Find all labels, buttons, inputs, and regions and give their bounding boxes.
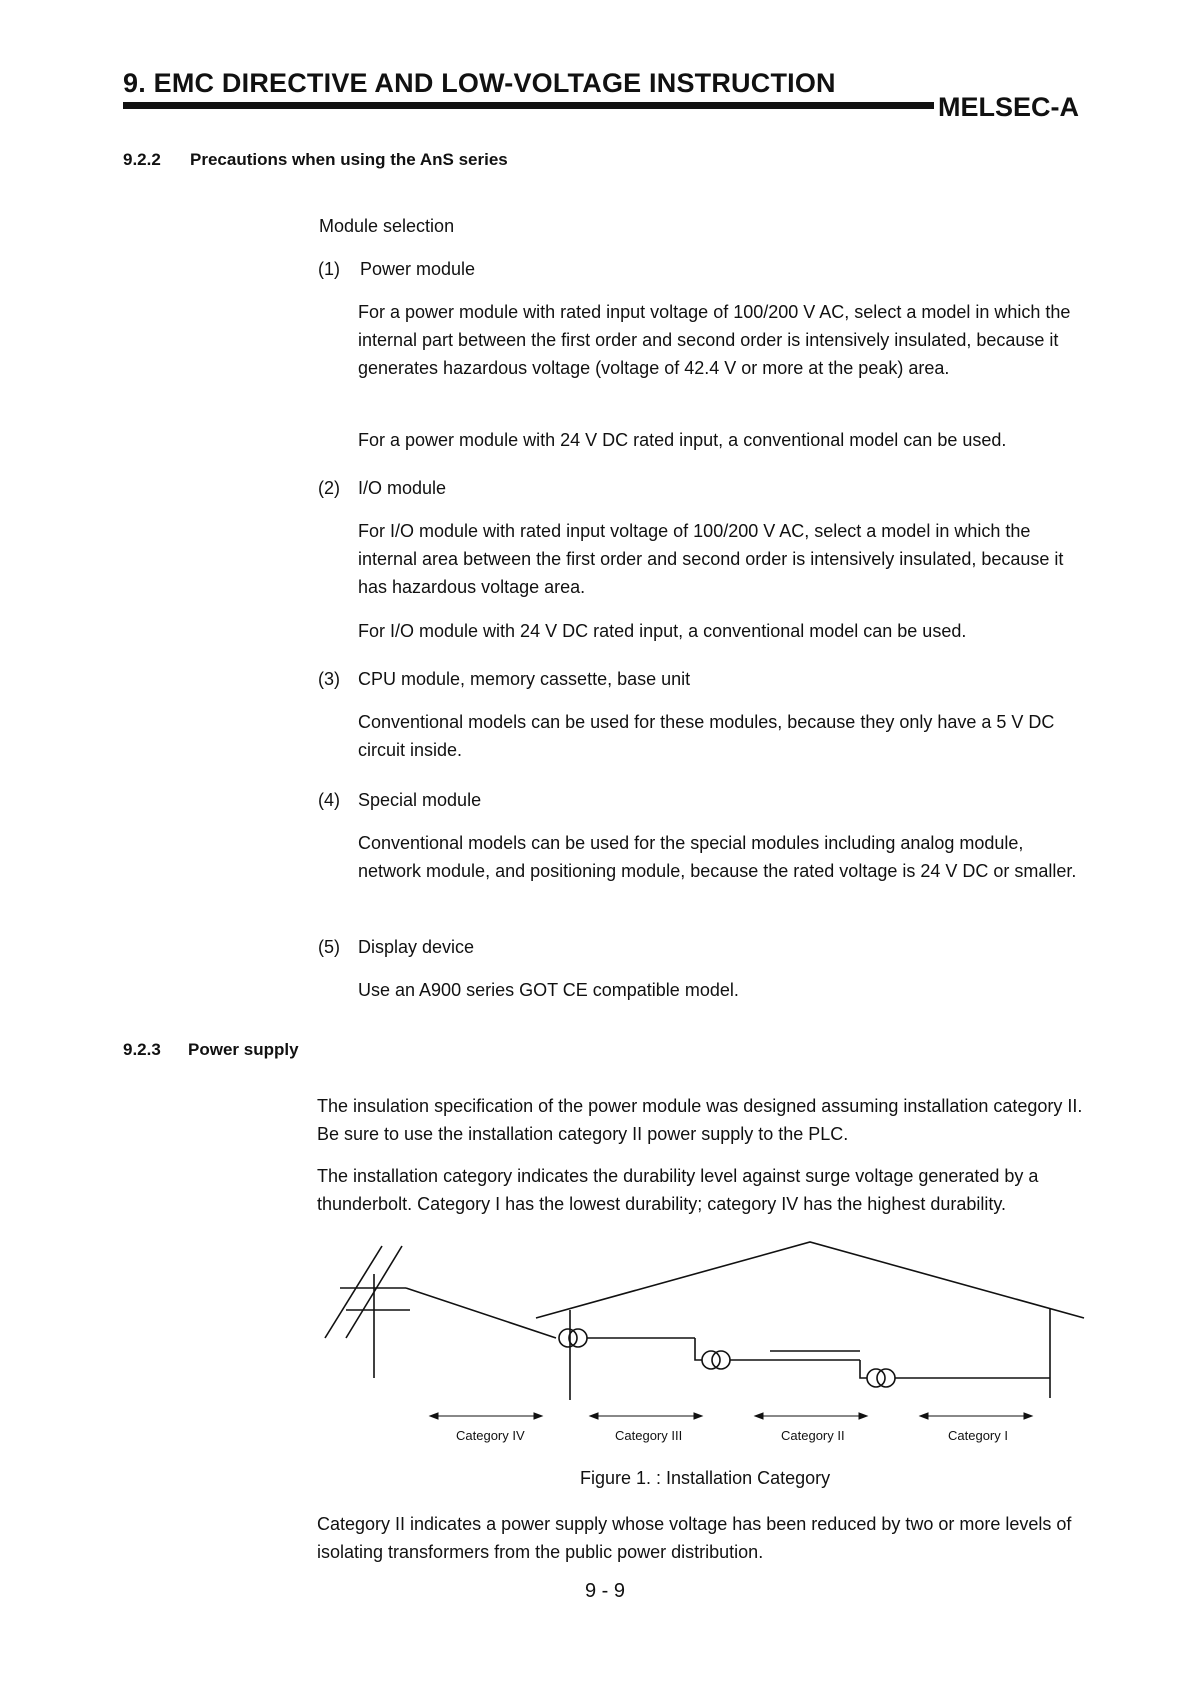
item-title: I/O module (358, 478, 447, 498)
transformer-coil (877, 1369, 895, 1387)
section-number-923: 9.2.3 (123, 1040, 161, 1059)
item-number: (4) (318, 790, 340, 810)
paragraph: For I/O module with 24 V DC rated input, a conventional model can be used. (358, 621, 967, 641)
transformer-coil (712, 1351, 730, 1369)
transformer-coil (702, 1351, 720, 1369)
category-label-ii: Category II (781, 1428, 845, 1443)
paragraph: For a power module with 24 V DC rated input, a conventional model can be used. (358, 430, 1007, 450)
paragraph: Conventional models can be used for the special modules including analog module, network module, and positioning module, because the rated voltage is 24 V DC or smaller. (358, 833, 1077, 881)
paragraph: Category II indicates a power supply whose voltage has been reduced by two or more levels of isolating transformers from the public power distribution. (317, 1514, 1072, 1562)
paragraph: The insulation specification of the power module was designed assuming installation category II. Be sure to use the installation category II power supply to the PLC. (317, 1096, 1083, 1144)
branch-line (860, 1360, 867, 1378)
paragraph: Use an A900 series GOT CE compatible model. (358, 980, 739, 1000)
section-number-922: 9.2.2 (123, 150, 161, 169)
chapter-title: 9. EMC DIRECTIVE AND LOW-VOLTAGE INSTRUCTION (123, 68, 836, 98)
item-title: CPU module, memory cassette, base unit (358, 669, 691, 689)
brand-label: MELSEC-A (938, 92, 1079, 122)
transformer-coil (559, 1329, 577, 1347)
category-label-i: Category I (948, 1428, 1008, 1443)
item-number: (1) (318, 259, 340, 279)
section-title-922: Precautions when using the AnS series (190, 150, 508, 169)
house-roof (536, 1242, 1084, 1318)
category-label-iv: Category IV (456, 1428, 525, 1443)
module-selection-label: Module selection (319, 216, 455, 236)
paragraph: For I/O module with rated input voltage of 100/200 V AC, select a model in which the internal area between the first order and second order is intensively insulated, because it has hazardous voltage area. (358, 521, 1064, 597)
service-drop-line (406, 1288, 556, 1338)
transformer-coil (569, 1329, 587, 1347)
item-title: Power module (360, 259, 476, 279)
figure-caption: Figure 1. : Installation Category (580, 1468, 831, 1488)
page-number: 9 - 9 (585, 1580, 626, 1602)
paragraph: Conventional models can be used for these modules, because they only have a 5 V DC circuit inside. (358, 712, 1055, 760)
item-number: (5) (318, 937, 340, 957)
paragraph: For a power module with rated input voltage of 100/200 V AC, select a model in which the internal part between the first order and second order is intensively insulated, because it generates hazardous voltage (voltage of 42.4 V or more at the peak) area. (358, 302, 1071, 378)
paragraph: The installation category indicates the durability level against surge voltage generated by a thunderbolt. Category I has the lowest durability; category IV has the highest durability. (317, 1166, 1039, 1214)
branch-line (695, 1338, 702, 1360)
category-label-iii: Category III (615, 1428, 683, 1443)
transformer-coil (867, 1369, 885, 1387)
item-number: (3) (318, 669, 340, 689)
item-title: Special module (358, 790, 482, 810)
item-title: Display device (358, 937, 475, 957)
section-title-923: Power supply (188, 1040, 299, 1059)
item-number: (2) (318, 478, 340, 498)
header-rule (123, 102, 934, 109)
installation-category-figure (310, 1230, 1090, 1440)
